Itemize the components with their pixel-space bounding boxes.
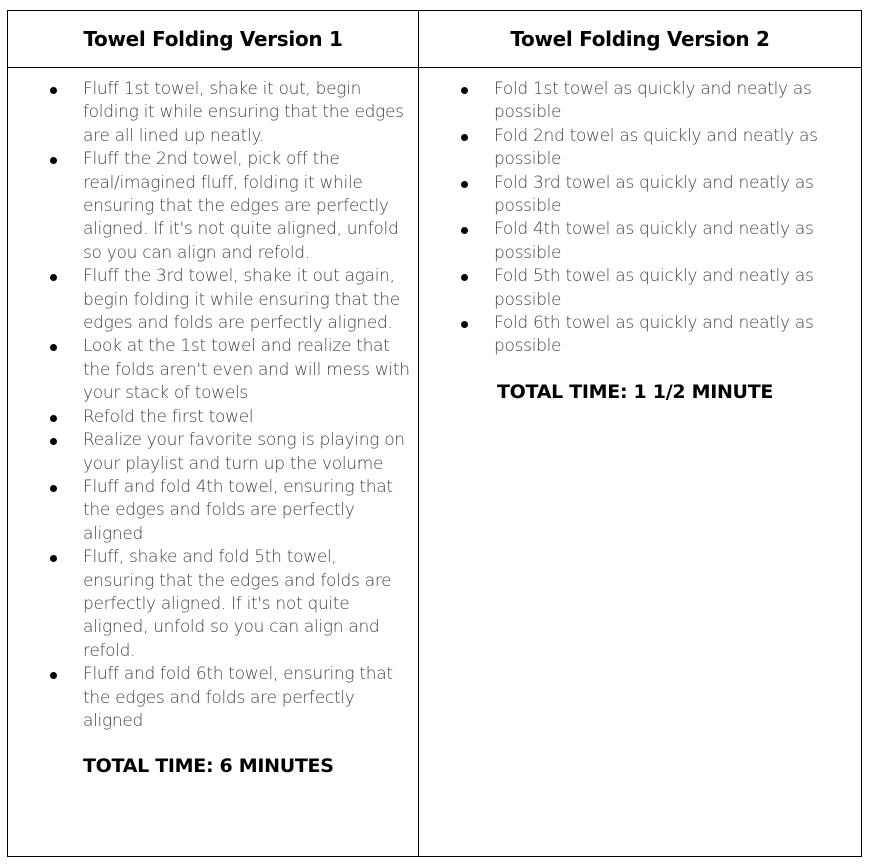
step-text: Fold 3rd towel as quickly and neatly as possible: [494, 172, 814, 217]
step-text: Fold 4th towel as quickly and neatly as possible: [494, 219, 814, 263]
bullet-icon: [50, 485, 57, 492]
list-item: [8, 429, 418, 476]
version-1-step-list: [8, 78, 418, 733]
bullet-icon: [461, 87, 468, 94]
bullet-icon: [50, 87, 57, 94]
step-text: Fluff 1st towel, shake it out, begin folding it while ensuring that the edges are all lined up neatly.: [83, 79, 404, 146]
version-1-heading: Towel Folding Version 1: [83, 27, 343, 51]
list-item: [419, 172, 861, 219]
step-text: Fold 5th towel as quickly and neatly as possible: [494, 266, 814, 310]
comparison-table: [7, 10, 862, 857]
bullet-icon: [50, 157, 57, 164]
version-1-total-time: TOTAL TIME: 6 MINUTES: [83, 755, 334, 778]
list-item: [419, 312, 861, 359]
step-text: Fluff the 3rd towel, shake it out again, begin folding it while ensuring that the edges and folds are perfectly aligned.: [83, 266, 400, 334]
version-2-body-cell: [419, 68, 861, 856]
version-2-step-list: [419, 78, 861, 359]
version-1-body-cell: [8, 68, 419, 856]
step-text: Refold the first towel: [83, 406, 254, 427]
step-text: Fluff the 2nd towel, pick off the real/imagined fluff, folding it while ensuring that the edges are perfectly aligned. If it's not quite aligned, unfold so you can align and refold.: [83, 149, 399, 263]
list-item: [8, 335, 418, 405]
bullet-icon: [50, 274, 57, 281]
list-item: [8, 148, 418, 265]
step-text: Fold 1st towel as quickly and neatly as possible: [494, 79, 812, 123]
bullet-icon: [50, 344, 57, 351]
list-item: [8, 78, 418, 148]
list-item: [8, 406, 418, 429]
step-text: Fold 2nd towel as quickly and neatly as possible: [494, 125, 818, 170]
step-text: Fluff and fold 6th towel, ensuring that the edges and folds are perfectly aligned: [83, 664, 393, 731]
list-item: [8, 476, 418, 546]
list-item: [419, 125, 861, 172]
bullet-icon: [461, 134, 468, 141]
bullet-icon: [461, 181, 468, 188]
list-item: [419, 78, 861, 125]
bullet-icon: [50, 672, 57, 679]
bullet-icon: [50, 415, 57, 422]
list-item: [419, 218, 861, 265]
step-text: Fluff, shake and fold 5th towel, ensuring that the edges and folds are perfectly aligned. If it's not quite aligned, unfold so you can align and refold.: [83, 547, 392, 661]
bullet-icon: [461, 274, 468, 281]
bullet-icon: [461, 227, 468, 234]
version-2-heading: Towel Folding Version 2: [510, 27, 770, 51]
step-text: Fold 6th towel as quickly and neatly as possible: [494, 313, 814, 357]
step-text: Fluff and fold 4th towel, ensuring that the edges and folds are perfectly aligned: [83, 476, 393, 544]
version-2-total-time: TOTAL TIME: 1 1/2 MINUTE: [497, 380, 774, 403]
list-item: [8, 546, 418, 663]
version-1-header-cell: [8, 11, 419, 68]
step-text: Look at the 1st towel and realize that the folds aren't even and will mess with your stack of towels: [83, 336, 410, 404]
list-item: [8, 265, 418, 335]
list-item: [8, 663, 418, 733]
bullet-icon: [461, 321, 468, 328]
list-item: [419, 265, 861, 312]
version-2-header-cell: [419, 11, 861, 68]
bullet-icon: [50, 555, 57, 562]
step-text: Realize your favorite song is playing on your playlist and turn up the volume: [83, 430, 405, 474]
bullet-icon: [50, 438, 57, 445]
